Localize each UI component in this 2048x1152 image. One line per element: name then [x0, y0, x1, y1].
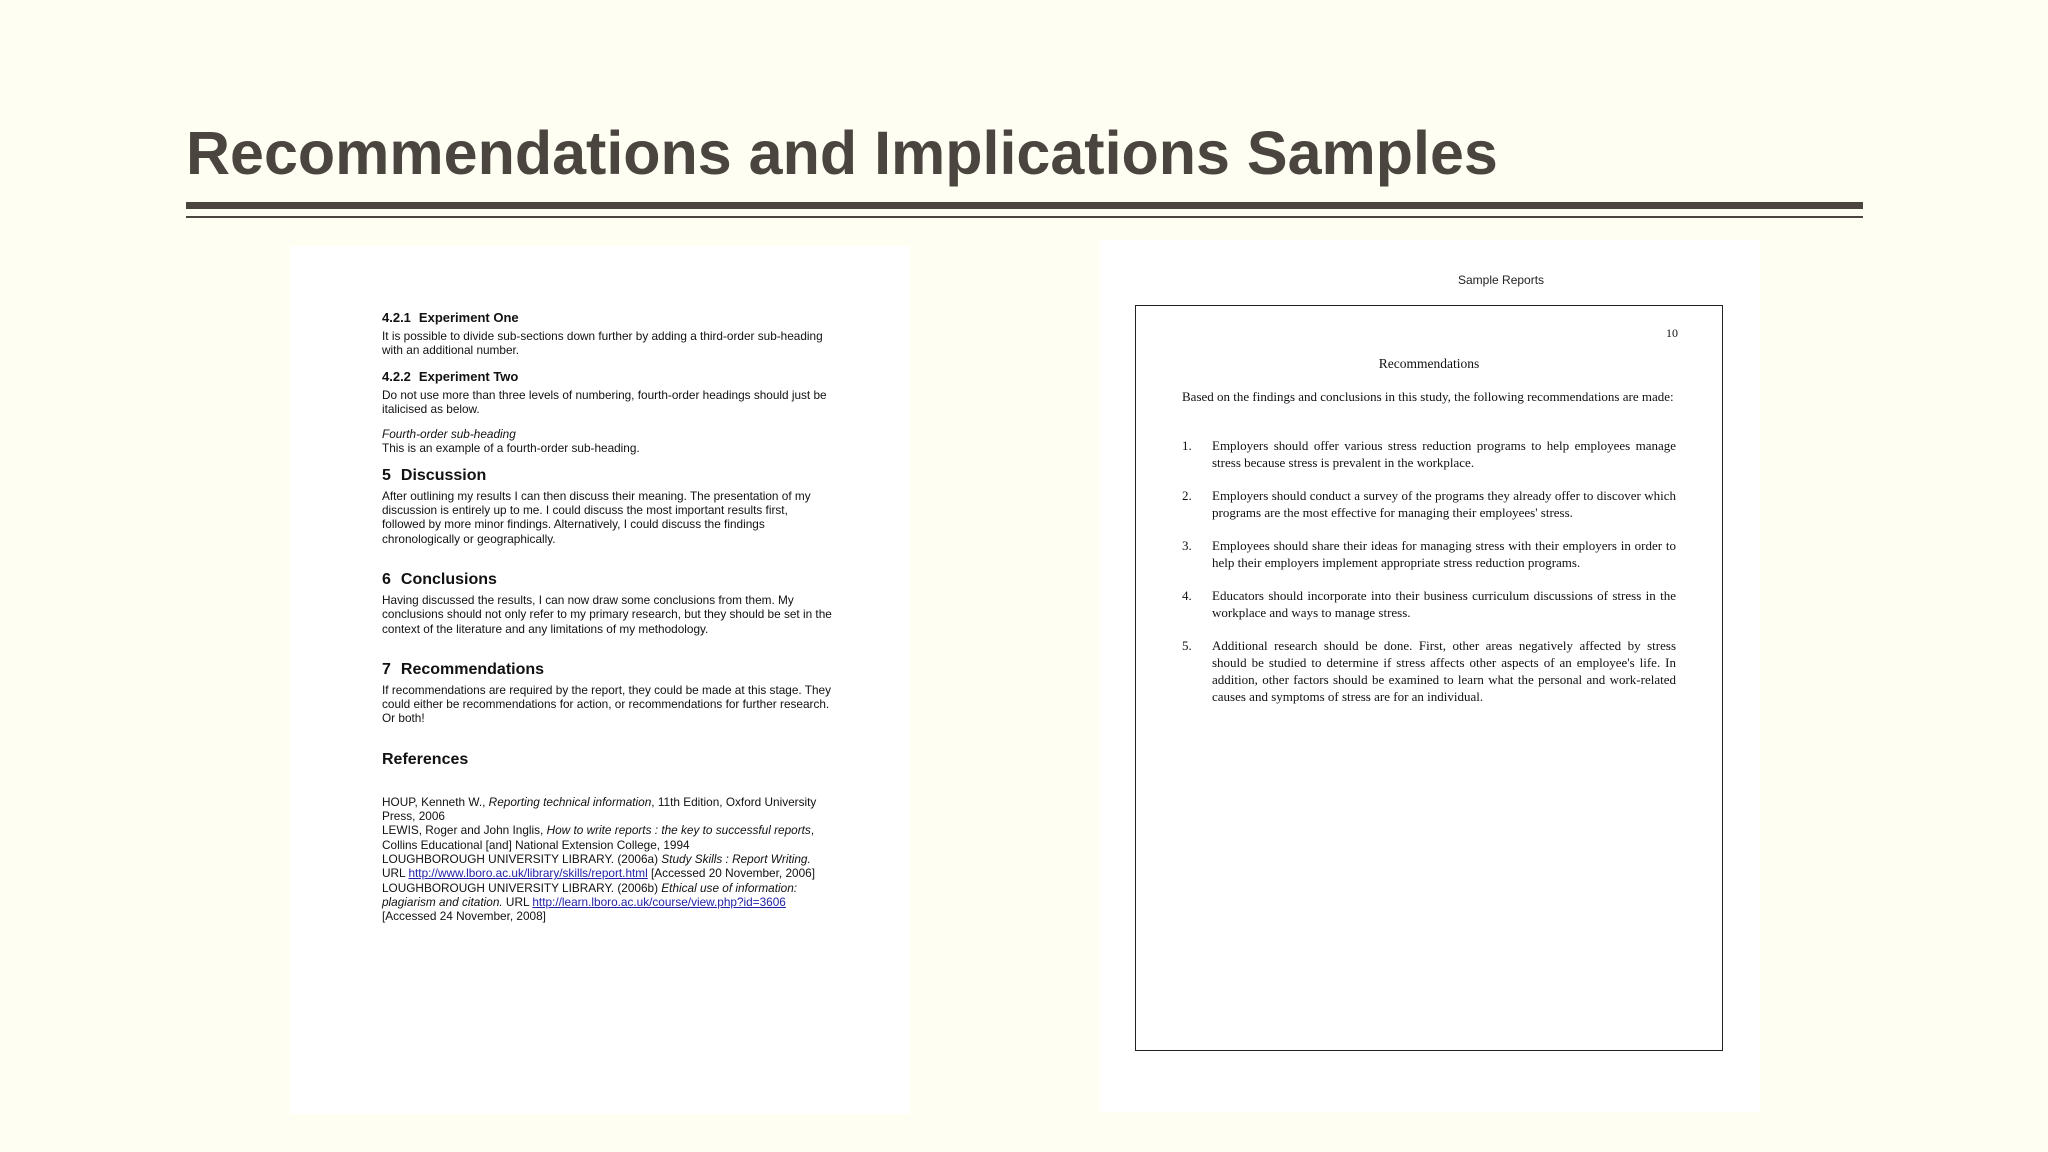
section-5-body: After outlining my results I can then discuss their meaning. The presentation of my discussion is entirely up to me. I could discuss the most important results first, followed by more minor findings. Alternatively, I could discuss the findings chronologically or geographically. — [382, 488, 811, 546]
reference-entry: LEWIS, Roger and John Inglis, How to write reports : the key to successful reports, Collins Educational [and] National Extension College, 1994 — [382, 823, 815, 852]
references-heading: References — [382, 750, 469, 768]
left-sample-document — [290, 246, 910, 1114]
recommendations-list — [1182, 437, 1676, 721]
title-underline-thick — [186, 202, 1863, 209]
list-item: 1. Employers should offer various stress reduction programs to help employees manage stress because stress is prevalent in the workplace. — [1182, 438, 1676, 470]
section-6-heading — [382, 571, 832, 589]
section-4-2-1-heading — [382, 310, 832, 325]
section-4-2-2-body: Do not use more than three levels of numbering, fourth-order headings should just be italicised as below. — [382, 387, 827, 416]
section-title: Recommendations — [400, 660, 545, 678]
page-number: 10 — [1666, 326, 1678, 340]
section-7-heading — [382, 661, 832, 679]
section-number: 4.2.1 — [382, 310, 411, 325]
recommendations-title: Recommendations — [1378, 356, 1480, 371]
section-title: Experiment One — [418, 310, 519, 325]
section-4-2-1-body: It is possible to divide sub-sections down further by adding a third-order sub-heading with an additional number. — [382, 329, 823, 358]
document-header: Sample Reports — [1458, 273, 1545, 287]
list-item: 2. Employers should conduct a survey of the programs they already offer to discover which programs are the most effective for managing their employees' stress. — [1182, 488, 1676, 520]
reference-entry: LOUGHBOROUGH UNIVERSITY LIBRARY. (2006b) Ethical use of information: plagiarism and citation. URL http://learn.lboro.ac.uk/course/view.php?id=3606 [Accessed 24 November, 2008] — [382, 880, 798, 924]
slide-title: Recommendations and Implications Samples — [186, 119, 1498, 187]
document-page — [1135, 305, 1723, 1051]
section-title: Conclusions — [400, 570, 497, 588]
reference-link[interactable]: http://learn.lboro.ac.uk/course/view.php?id=3606 — [532, 894, 786, 909]
list-item: 4. Educators should incorporate into their business curriculum discussions of stress in the workplace and ways to manage stress. — [1182, 588, 1676, 620]
reference-entry: LOUGHBOROUGH UNIVERSITY LIBRARY. (2006a) Study Skills : Report Writing. URL http://www.lboro.ac.uk/library/skills/report.html [Accessed 20 November, 2006] — [382, 851, 815, 881]
list-item: 5. Additional research should be done. First, other areas negatively affected by stress should be studied to determine if stress affects other aspects of an employee's life. In addition, other factors should be examined to learn what the personal and work-related causes and symptoms of stress are for an individual. — [1182, 638, 1676, 704]
recommendations-intro: Based on the findings and conclusions in this study, the following recommendations are made: — [1182, 389, 1674, 404]
title-underline-thin — [186, 216, 1863, 218]
section-6-body: Having discussed the results, I can now draw some conclusions from them. My conclusions should not only refer to my primary research, but they should be set in the context of the literature and any limitations of my methodology. — [382, 592, 832, 636]
section-4-2-2-heading — [382, 369, 832, 384]
left-document-content — [382, 310, 832, 923]
reference-link[interactable]: http://www.lboro.ac.uk/library/skills/report.html — [408, 866, 648, 881]
section-number: 7 — [382, 660, 391, 678]
fourth-order-heading: Fourth-order sub-heading — [382, 427, 516, 442]
section-number: 5 — [382, 466, 391, 484]
section-7-body: If recommendations are required by the report, they could be made at this stage. They could either be recommendations for action, or recommendations for further research. Or both! — [382, 682, 831, 726]
section-title: Experiment Two — [418, 368, 519, 384]
reference-entry: HOUP, Kenneth W., Reporting technical information, 11th Edition, Oxford University Press, 2006 — [382, 794, 817, 824]
right-sample-document — [1100, 240, 1760, 1112]
section-title: Discussion — [400, 466, 487, 484]
fourth-order-body: This is an example of a fourth-order sub-heading. — [382, 441, 640, 456]
section-5-heading — [382, 467, 832, 485]
list-item: 3. Employees should share their ideas for managing stress with their employers in order to help their employers implement appropriate stress reduction programs. — [1182, 538, 1676, 570]
section-number: 4.2.2 — [382, 368, 411, 384]
section-number: 6 — [382, 570, 391, 588]
